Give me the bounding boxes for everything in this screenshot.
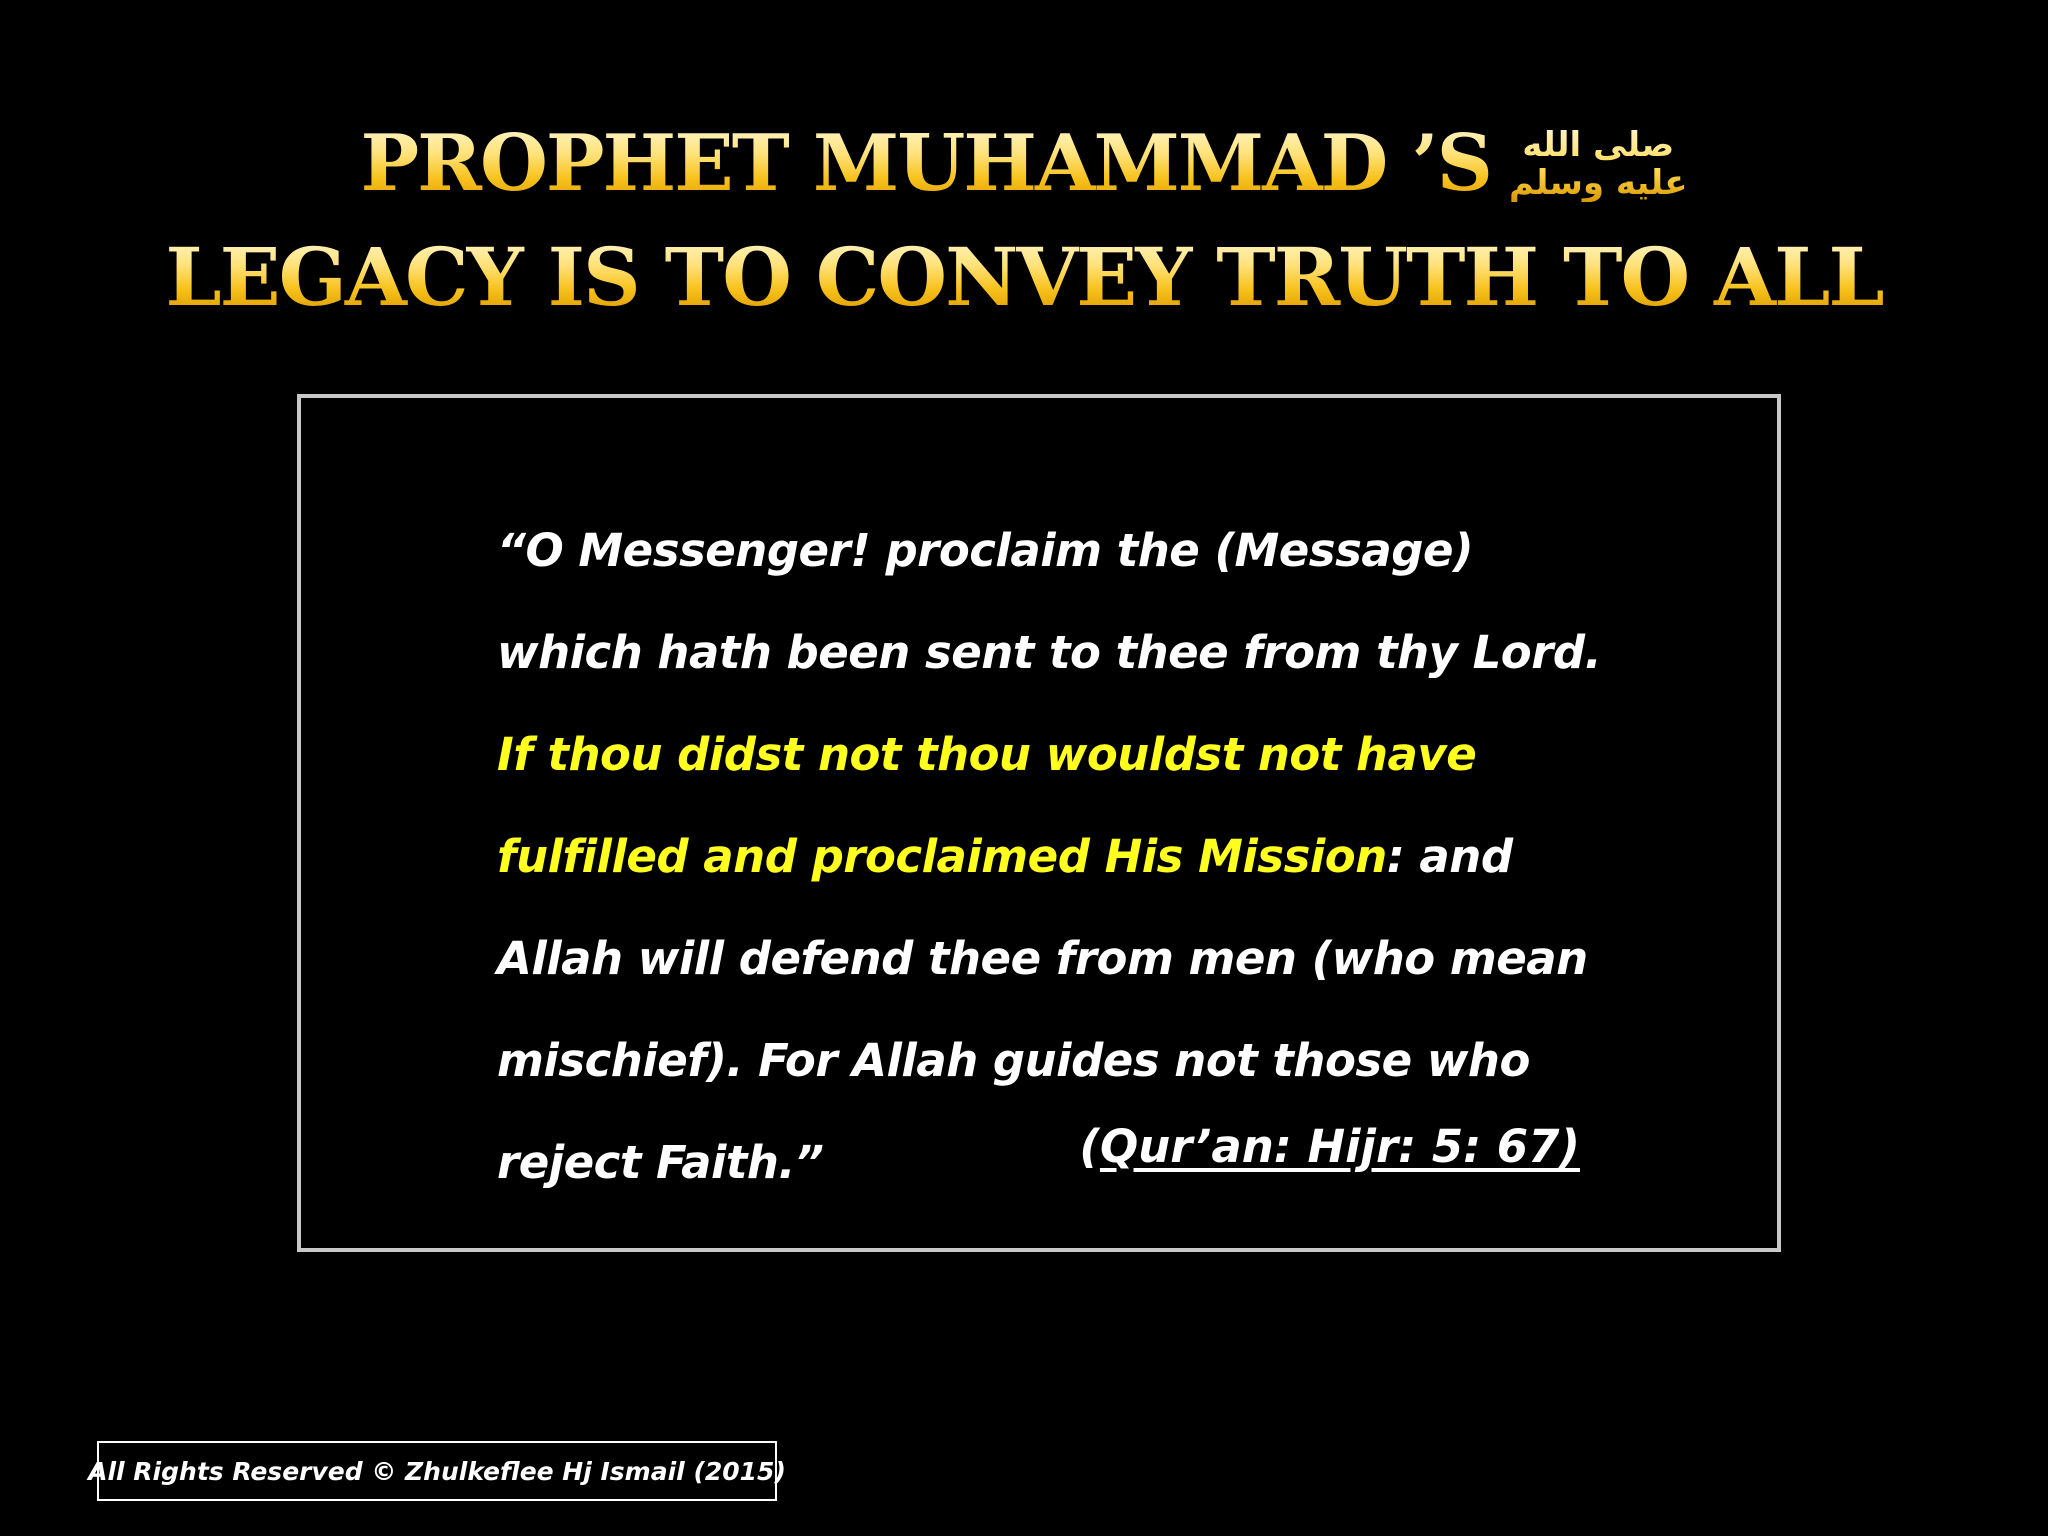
quran-quote <box>497 500 1617 1214</box>
title-text-1: PROPHET MUHAMMAD ’S <box>360 118 1491 209</box>
quote-highlight: If thou didst not thou wouldst not have fulfilled and proclaimed His Mission <box>497 728 1477 883</box>
honorific-top: صلى الله <box>1522 124 1675 165</box>
copyright-notice: All Rights Reserved © Zhulkeflee Hj Ismail (2015) <box>97 1441 777 1501</box>
honorific-bottom: عليه وسلم <box>1508 162 1688 203</box>
quote-text-1: “O Messenger! proclaim the (Message) which hath been sent to thee from thy Lord. <box>497 524 1602 679</box>
quote-text-2: : and Allah will defend thee from men (who mean mischief). For Allah guides not those who reject Faith.” <box>497 830 1588 1189</box>
slide-title-line-1 <box>0 118 2048 209</box>
honorific-arabic-seal <box>1509 126 1688 202</box>
quote-citation <box>1079 1120 1580 1173</box>
slide-title-line-2: LEGACY IS TO CONVEY TRUTH TO ALL <box>0 237 2048 317</box>
citation-open: ( <box>1079 1120 1100 1173</box>
citation-reference: Qur’an: Hijr: 5: 67) <box>1099 1120 1580 1173</box>
